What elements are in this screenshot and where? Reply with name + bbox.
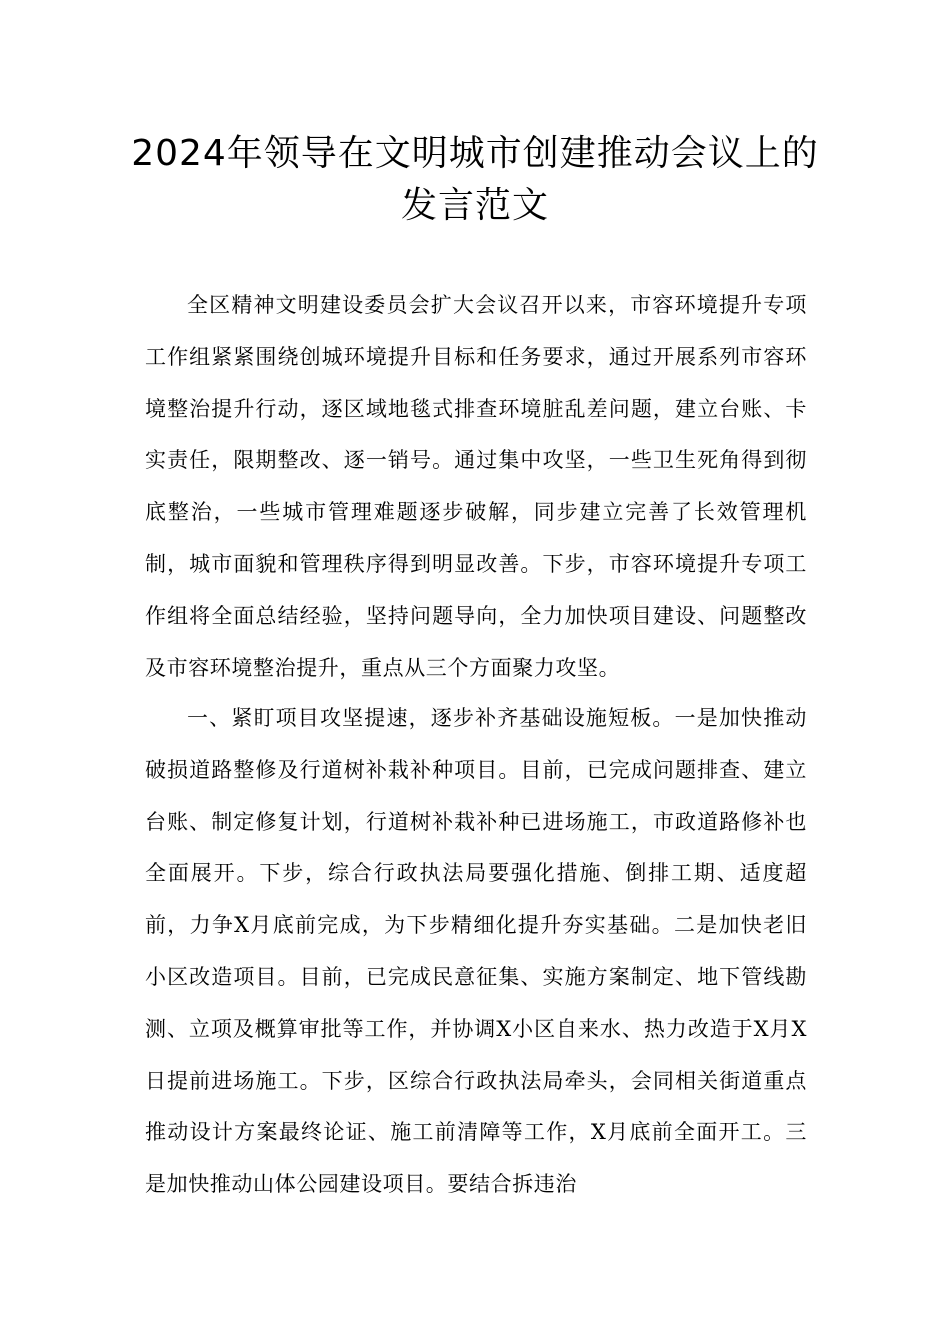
body-paragraph-section-one: 一、紧盯项目攻坚提速，逐步补齐基础设施短板。一是加快推动破损道路整修及行道树补栽补种项目。目前，已完成问题排查、建立台账、制定修复计划，行道树补栽补种已进场施工，市政道路修补也全面展开。下步，综合行政执法局要强化措施、倒排工期、适度超前，力争X月底前完成，为下步精细化提升夯实基础。二是加快老旧小区改造项目。目前，已完成民意征集、实施方案制定、地下管线勘测、立项及概算审批等工作，并协调X小区自来水、热力改造于X月X日提前进场施工。下步，区综合行政执法局牵头，会同相关街道重点推动设计方案最终论证、施工前清障等工作，X月底前全面开工。三是加快推动山体公园建设项目。要结合拆违治 <box>145 706 807 1197</box>
document-title: 2024年领导在文明城市创建推动会议上的发言范文 <box>131 133 819 226</box>
body-paragraph-intro: 全区精神文明建设委员会扩大会议召开以来，市容环境提升专项工作组紧紧围绕创城环境提升目标和任务要求，通过开展系列市容环境整治提升行动，逐区域地毯式排查环境脏乱差问题，建立台账、卡实责任，限期整改、逐一销号。通过集中攻坚，一些卫生死角得到彻底整治，一些城市管理难题逐步破解，同步建立完善了长效管理机制，城市面貌和管理秩序得到明显改善。下步，市容环境提升专项工作组将全面总结经验，坚持问题导向，全力加快项目建设、问题整改及市容环境整治提升，重点从三个方面聚力攻坚。 <box>145 293 807 680</box>
